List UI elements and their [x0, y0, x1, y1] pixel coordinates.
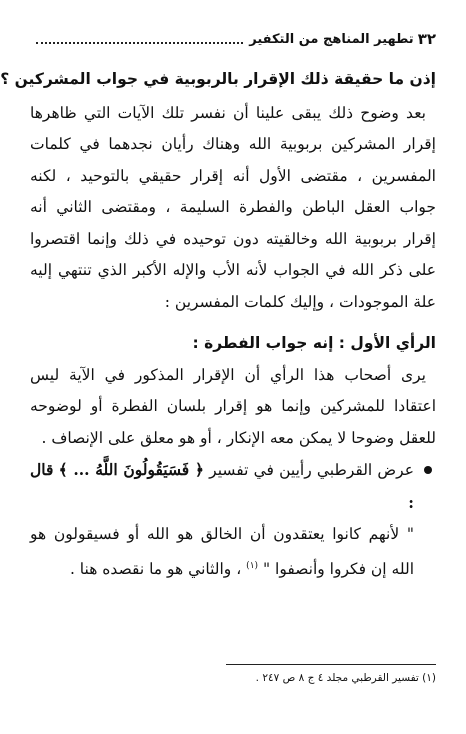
bullet-item-qurtubi: [30, 454, 436, 519]
footnote-marker[interactable]: (١): [246, 560, 259, 571]
footnote-divider: [226, 664, 436, 665]
qurtubi-quote: [30, 519, 436, 585]
book-title: تطهير المناهج من التكفير: [249, 31, 414, 47]
page-body: [0, 64, 436, 585]
bullet-said-text: قال :: [30, 460, 414, 512]
page-number: ٣٢: [417, 30, 436, 48]
running-header: [30, 28, 436, 50]
paragraph-first-opinion: يرى أصحاب هذا الرأي أن الإقرار المذكور في الآية ليس اعتقادا للمشركين وإنما هو إقرار بلسان الفطرة أو لوضوحه للعقل وضوحا لا يمكن معه الإنكار ، أو هو معلق على الإنصاف .: [30, 365, 436, 447]
header-dotted-leader: [36, 42, 243, 44]
quote-continuation: ، والثاني هو ما نقصده هنا .: [69, 559, 242, 578]
bullet-icon: [424, 466, 432, 474]
bullet-intro-text: عرض القرطبي رأيين في تفسير: [209, 461, 414, 479]
footnote-text: (١) تفسير القرطبي مجلد ٤ ج ٨ ص ٢٤٧ .: [255, 672, 436, 684]
paragraph-interpretations: بعد وضوح ذلك يبقى علينا أن نفسر تلك الآيات التي ظاهرها إقرار المشركين بربوبية الله وهناك رأيان نجدهما في كلمات المفسرين ، مقتضى الأول أنه إقرار حقيقي بالتوحيد ، لكنه جواب العقل الباطن والفطرة السليمة ، ومقتضى الثاني أنه إقرار بربوبية الله وخالقيته دون توحيده في ذلك وإنما اقتصروا على ذكر الله في الجواب لأنه الأب والإله الأكبر الذي تنتهي إليه علة الموجودات ، وإليك كلمات المفسرين :: [30, 103, 436, 311]
quote-text: " لأنهم كانوا يعتقدون أن الخالق هو الله أو فسيقولون هو الله إن فكروا وأنصفوا ": [30, 525, 414, 578]
quran-verse: ﴿ فَسَيَقُولُونَ اللَّهُ ... ﴾: [58, 460, 204, 479]
section-heading-first-opinion: الرأي الأول : إنه جواب الفطرة :: [192, 334, 436, 352]
question-heading: إذن ما حقيقة ذلك الإقرار بالربوبية في جواب المشركين ؟: [0, 70, 436, 88]
